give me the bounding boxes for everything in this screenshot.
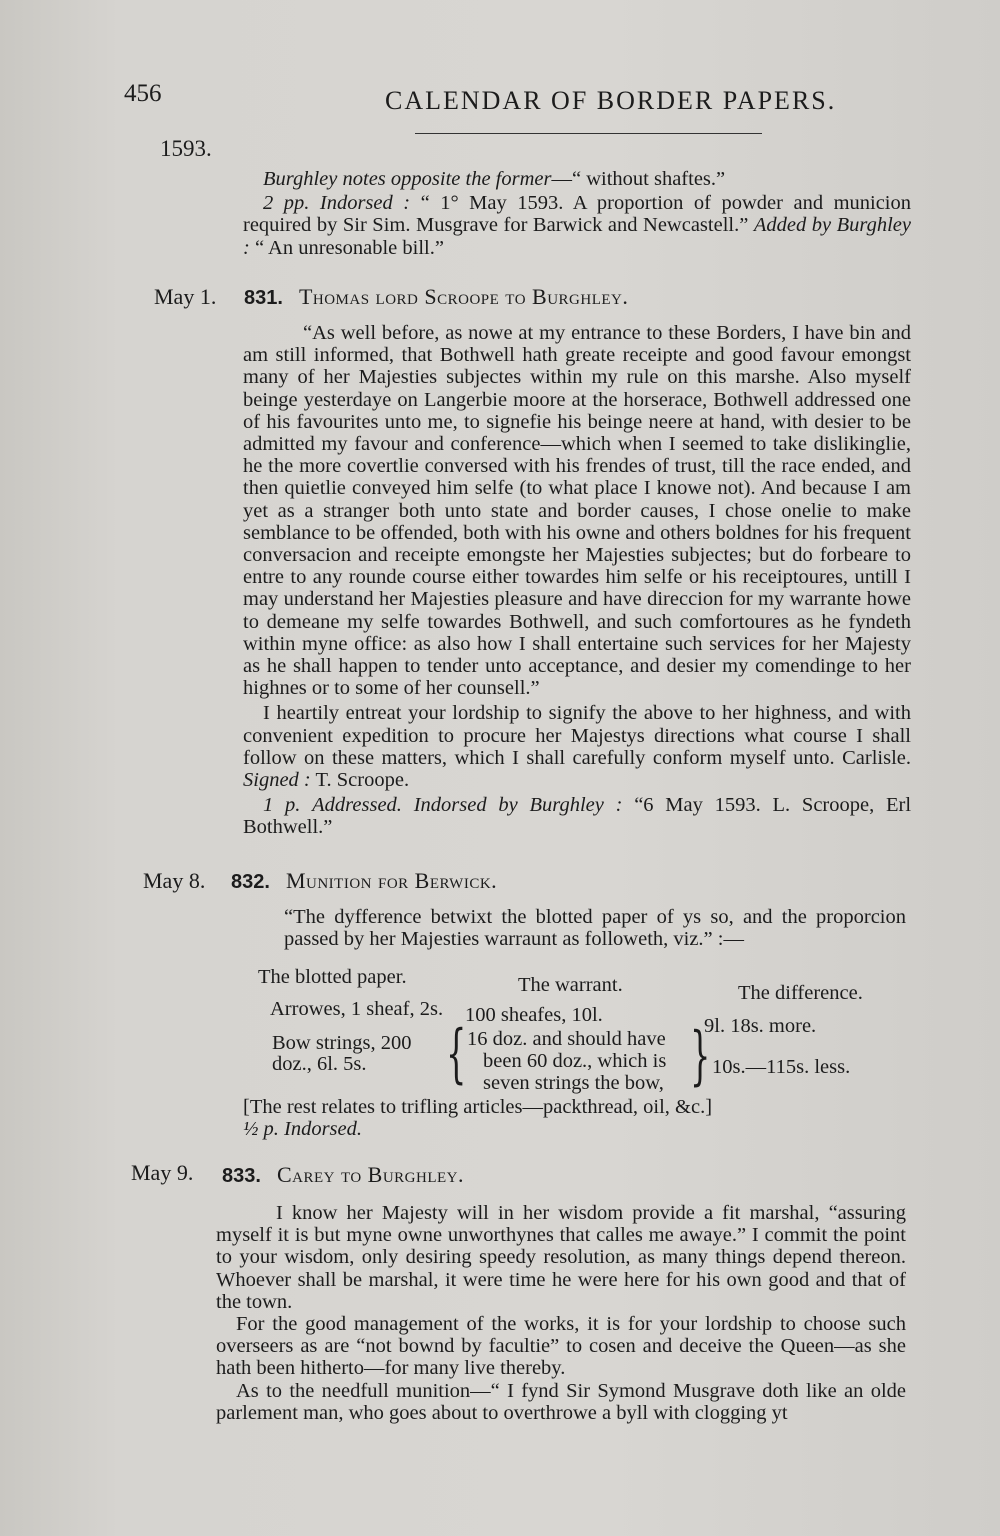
- preface-added-label: Added by Burghley :: [243, 214, 911, 259]
- left-brace-icon: {: [446, 1017, 467, 1091]
- entry-832-intro-block: [284, 906, 906, 950]
- entry-831-letter: “As well before, as nowe at my entrance to these Borders, I have bin and am still informed, that Bothwell hath greate receipte and good favour emongst many of her Majesties subjectes within my rule on this marshe. Also myself beinge yesterdaye on Langerbie moore at the horserace, Bothwell addressed one of his favourites unto me, to signefie his beinge neere at hand, with desier to be admitted my favour and conference—which when I seemed to take dislikinglie, he the more covertlie conversed with his frendes of trust, till the race ended, and then quietlie conveyed him selfe (to what place I knowe not). And because I am yet as a stranger both unto state and border causes, I chose onelie to make semblance to be offended, both with his owne and others boldnes for his frequent conversacion and receipte emongste her Majesties subjectes; but do forbeare to entre to any rounde course either towardes him selfe or his receiptoures, untill I may understand her Majesties pleasure and have direccion for my warrante howe to demeane my selfe towardes Bothwell, and such comfortoures as he fyndeth within myne office: as also how I shall entertaine such services for her Majesty as he shall happen to tender unto acceptance, and desier my comendinge to her highnes or to some of her counsell.”: [243, 322, 911, 700]
- entry-832-title: Munition for Berwick.: [285, 868, 498, 893]
- preface-quote: —“ without shaftes.”: [551, 168, 726, 190]
- preface-indorsed-text: “ 1° May 1593. A proportion of powder and municion required by Sir Sim. Musgrave for Barwick and Newcastell.”: [243, 192, 911, 237]
- header-rule: [415, 133, 762, 134]
- entry-831-body: [243, 322, 911, 839]
- entry-831-signed-label: Signed :: [243, 769, 311, 792]
- table-header-warrant: The warrant.: [518, 974, 623, 996]
- entry-832-number: 832.: [231, 871, 270, 893]
- entry-833-para-2: For the good management of the works, it is for your lordship to choose such overseers as are “not bownd by facultie” to cosen and deceive the Queen—as she hath been hitherto—for many live thereby.: [216, 1313, 906, 1380]
- preface-indorsed-label: Indorsed :: [319, 192, 411, 215]
- entry-832-heading: [231, 868, 497, 894]
- entry-832-intro: “The dyfference betwixt the blotted paper of ys so, and the proporcion passed by her Majesties warraunt as followeth, viz.” :—: [284, 906, 906, 951]
- table-header-difference: The difference.: [738, 982, 863, 1004]
- entry-832-note: ½ p. Indorsed.: [243, 1118, 363, 1141]
- year-marker: 1593.: [160, 136, 212, 161]
- entry-833-heading: [222, 1162, 464, 1188]
- entry-833-para-3: As to the needfull munition—“ I fynd Sir Symond Musgrave doth like an olde parlement man, who goes about to overthrowe a byll with clogging yt: [216, 1379, 906, 1424]
- entry-831-note-indorsed: Indorsed by Burghley :: [413, 794, 623, 817]
- preface-pp: 2 pp.: [263, 192, 310, 215]
- entry-832-rest: [The rest relates to trifling articles—packthread, oil, &c.]: [243, 1096, 713, 1118]
- entry-833-number: 833.: [222, 1165, 261, 1187]
- right-brace-icon: }: [690, 1019, 711, 1093]
- table-row1-difference: 9l. 18s. more.: [704, 1015, 817, 1037]
- table-row2-warrant-b: been 60 doz., which is: [483, 1050, 667, 1072]
- entry-831-date: May 1.: [154, 284, 217, 309]
- entry-831-number: 831.: [244, 287, 283, 309]
- entry-831-heading: [244, 284, 628, 310]
- preface-added-text: “ An unresonable bill.”: [254, 236, 444, 259]
- preface-italic: Burghley notes opposite the former: [263, 168, 552, 190]
- entry-831-summary: I heartily entreat your lordship to signify the above to her highness, and with convenient expedition to procure her Majestys directions what course I shall follow on these matters, which I shall carefully conform myself unto. Carlisle.: [243, 702, 911, 769]
- table-row2-blotted-a: Bow strings, 200: [272, 1032, 412, 1054]
- preface-block: [243, 168, 911, 259]
- entry-833-date: May 9.: [131, 1160, 194, 1185]
- entry-833-para-1: I know her Majesty will in her wisdom provide a fit marshal, “assuring myself it is but myne owne unworthynes that calles me awaye.” I commit the point to your wisdom, only desiring speedy resolution, as many things depend thereon. Whoever shall be marshal, it were time he were here for his own good and that of the town.: [216, 1202, 906, 1313]
- table-header-blotted: The blotted paper.: [258, 966, 407, 988]
- entry-833-body: [216, 1202, 906, 1424]
- page-number: 456: [124, 80, 162, 107]
- entry-832-date: May 8.: [143, 868, 206, 893]
- running-title: CALENDAR OF BORDER PAPERS.: [385, 86, 837, 115]
- entry-831-note-addressed: Addressed.: [312, 794, 402, 817]
- table-row1-blotted: Arrowes, 1 sheaf, 2s.: [270, 998, 444, 1020]
- table-row2-warrant-a: 16 doz. and should have: [467, 1028, 666, 1050]
- entry-833-title: Carey to Burghley.: [276, 1162, 465, 1187]
- entry-831-signature: T. Scroope.: [315, 769, 410, 792]
- entry-832-rest-block: [243, 1096, 911, 1140]
- table-row2-warrant-c: seven strings the bow,: [483, 1072, 664, 1094]
- table-row2-difference: 10s.—115s. less.: [712, 1056, 851, 1078]
- entry-831-note-text: “6 May 1593. L. Scroope, Erl Bothwell.”: [243, 794, 912, 839]
- entry-831-note-p: 1 p.: [263, 794, 301, 817]
- table-row2-blotted-b: doz., 6l. 5s.: [272, 1053, 367, 1075]
- table-row1-warrant: 100 sheafes, 10l.: [465, 1004, 603, 1026]
- entry-831-title: Thomas lord Scroope to Burghley.: [298, 284, 629, 309]
